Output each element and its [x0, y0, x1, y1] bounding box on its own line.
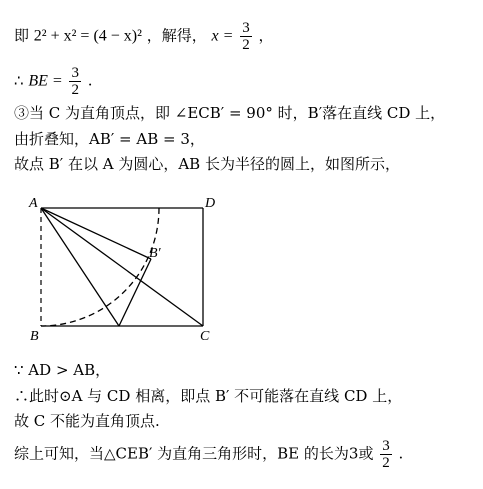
line2-end: . — [87, 71, 93, 90]
solution-line-2 — [14, 65, 93, 98]
segment-ac — [41, 208, 203, 326]
line1-prefix: 即 — [14, 26, 30, 45]
line9-fraction — [380, 438, 392, 471]
line1-mid: ，解得， — [146, 26, 207, 45]
line1-end: ， — [258, 26, 274, 45]
line2-var: BE = — [28, 72, 63, 90]
line9-fraction-num: 3 — [382, 438, 390, 454]
line1-var: x = — [211, 27, 234, 45]
line2-fraction-den: 2 — [71, 82, 79, 98]
line1-fraction — [240, 20, 252, 53]
line1-equation: 2² + x² = (4 − x)² — [33, 27, 142, 45]
solution-line-4: 由折叠知，AB′ = AB = 3， — [14, 130, 205, 148]
label-bprime: B′ — [149, 246, 161, 261]
label-b: B — [30, 329, 39, 344]
solution-line-1 — [14, 20, 273, 53]
line1-fraction-den: 2 — [242, 37, 250, 53]
solution-line-8: 故 C 不能为直角顶点. — [14, 412, 160, 430]
solution-line-6: ∵ AD > AB， — [14, 361, 111, 379]
solution-line-9 — [14, 438, 403, 471]
label-d: D — [205, 196, 216, 211]
label-a: A — [29, 196, 38, 211]
solution-line-7: ∴此时⊙A 与 CD 相离，即点 B′ 不可能落在直线 CD 上， — [14, 387, 403, 405]
line2-fraction — [69, 65, 81, 98]
line9-end: . — [398, 444, 404, 463]
solution-line-5: 故点 B′ 在以 A 为圆心，AB 长为半径的圆上，如图所示， — [14, 155, 400, 173]
line2-prefix: ∴ — [14, 71, 24, 90]
label-c: C — [200, 329, 210, 344]
line9-text: 综上可知，当△CEB′ 为直角三角形时，BE 的长为3或 — [14, 444, 374, 463]
circle-arc-dashed — [41, 208, 159, 326]
line9-fraction-den: 2 — [382, 455, 390, 471]
line2-fraction-num: 3 — [71, 65, 79, 81]
geometry-figure — [20, 185, 220, 350]
line1-fraction-num: 3 — [242, 20, 250, 36]
solution-line-3: ③当 C 为直角顶点，即 ∠ECB′ = 90° 时，B′落在直线 CD 上， — [14, 104, 446, 122]
